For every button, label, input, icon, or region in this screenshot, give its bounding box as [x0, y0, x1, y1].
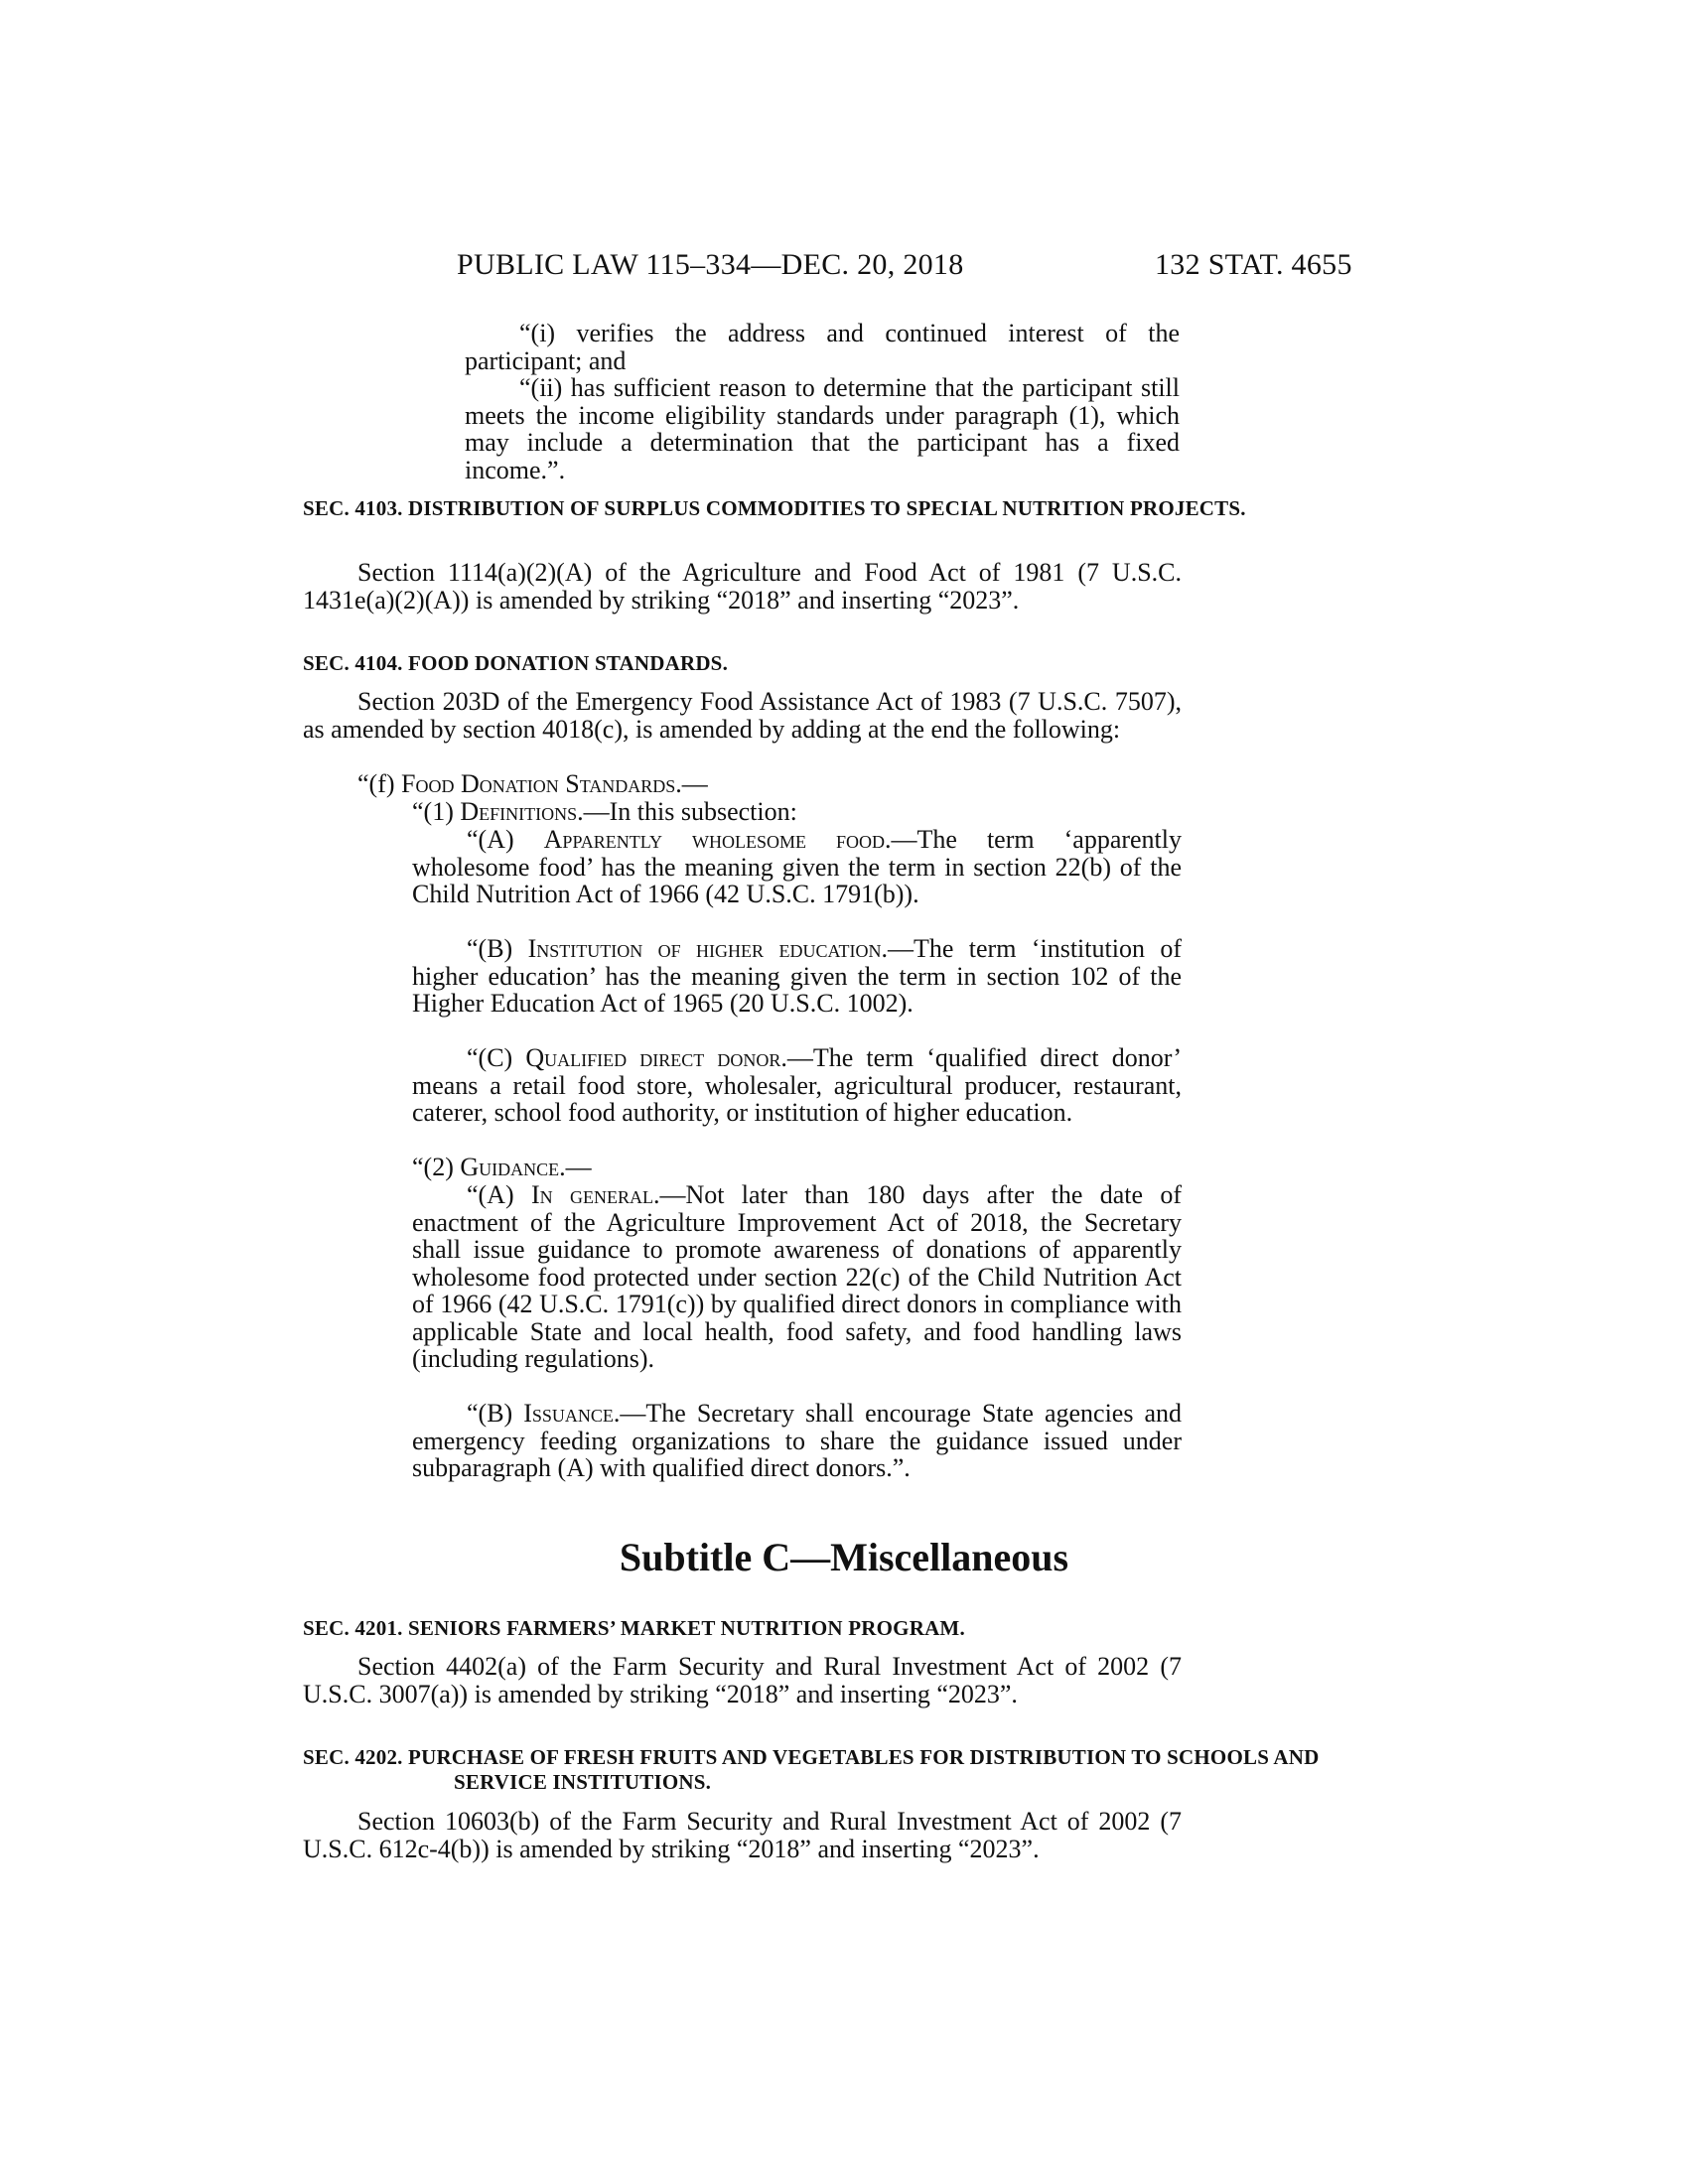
clause-i: “(i) verifies the address and continued interest of the participant; and: [465, 319, 1180, 375]
section-body-4104: Section 203D of the Emergency Food Assistance Act of 1983 (7 U.S.C. 7507), as amended by section 4018(c), is amended by adding at the end the following:: [303, 687, 1182, 744]
section-body-4201: Section 4402(a) of the Farm Security and Rural Investment Act of 2002 (7 U.S.C. 3007(a)) is amended by striking “2018” and inserting “2023”.: [303, 1652, 1182, 1708]
section-body-4103: Section 1114(a)(2)(A) of the Agriculture and Food Act of 1981 (7 U.S.C. 1431e(a)(2)(A)) is amended by striking “2018” and inserting “2023”.: [303, 558, 1182, 614]
guidance-A-in-general: “(A) In general.—Not later than 180 days after the date of enactment of the Agriculture Improvement Act of 2018, the Secretary shall issue guidance to promote awareness of donations of apparently wholesome food protected under section 22(c) of the Child Nutrition Act of 1966 (42 U.S.C. 1791(c)) by qualified direct donors in compliance with applicable State and local health, food safety, and food handling laws (including regulations).: [412, 1180, 1183, 1373]
section-heading-4201: SEC. 4201. SENIORS FARMERS’ MARKET NUTRITION PROGRAM.: [303, 1616, 965, 1640]
subsection-f-heading: “(f) Food Donation Standards.—: [357, 769, 708, 798]
section-body-4202: Section 10603(b) of the Farm Security and Rural Investment Act of 2002 (7 U.S.C. 612c-4(b)) is amended by striking “2018” and inserting “2023”.: [303, 1807, 1182, 1863]
definition-B: “(B) Institution of higher education.—The term ‘institution of higher education’ has the meaning given the term in section 102 of the Higher Education Act of 1965 (20 U.S.C. 1002).: [412, 934, 1183, 1018]
page-stat-number: 132 STAT. 4655: [1155, 248, 1352, 281]
definition-C: “(C) Qualified direct donor.—The term ‘qualified direct donor’ means a retail food store, wholesaler, agricultural producer, restaurant, caterer, school food authority, or institution of higher education.: [412, 1043, 1183, 1127]
clause-ii: “(ii) has sufficient reason to determine that the participant still meets the income eligibility standards under paragraph (1), which may include a determination that the participant has a fixed income.”.: [465, 373, 1180, 484]
paragraph-2-guidance: “(2) Guidance.—: [412, 1153, 592, 1181]
guidance-B-issuance: “(B) Issuance.—The Secretary shall encourage State agencies and emergency feeding organizations to share the guidance issued under subparagraph (A) with qualified direct donors.”.: [412, 1399, 1182, 1482]
section-heading-4104: SEC. 4104. FOOD DONATION STANDARDS.: [303, 651, 729, 675]
subtitle-heading: Subtitle C—Miscellaneous: [619, 1535, 1069, 1579]
definition-A: “(A) Apparently wholesome food.—The term ‘apparently wholesome food’ has the meaning given the term in section 22(b) of the Child Nutrition Act of 1966 (42 U.S.C. 1791(b)).: [412, 825, 1182, 908]
section-heading-4202: SEC. 4202. PURCHASE OF FRESH FRUITS AND VEGETABLES FOR DISTRIBUTION TO SCHOOLS AND SERVICE INSTITUTIONS.: [303, 1745, 1320, 1794]
paragraph-1-definitions: “(1) Definitions.—In this subsection:: [412, 797, 797, 826]
running-header-title: PUBLIC LAW 115–334—DEC. 20, 2018: [457, 248, 964, 281]
section-heading-4103: SEC. 4103. DISTRIBUTION OF SURPLUS COMMODITIES TO SPECIAL NUTRITION PROJECTS.: [303, 496, 1246, 520]
